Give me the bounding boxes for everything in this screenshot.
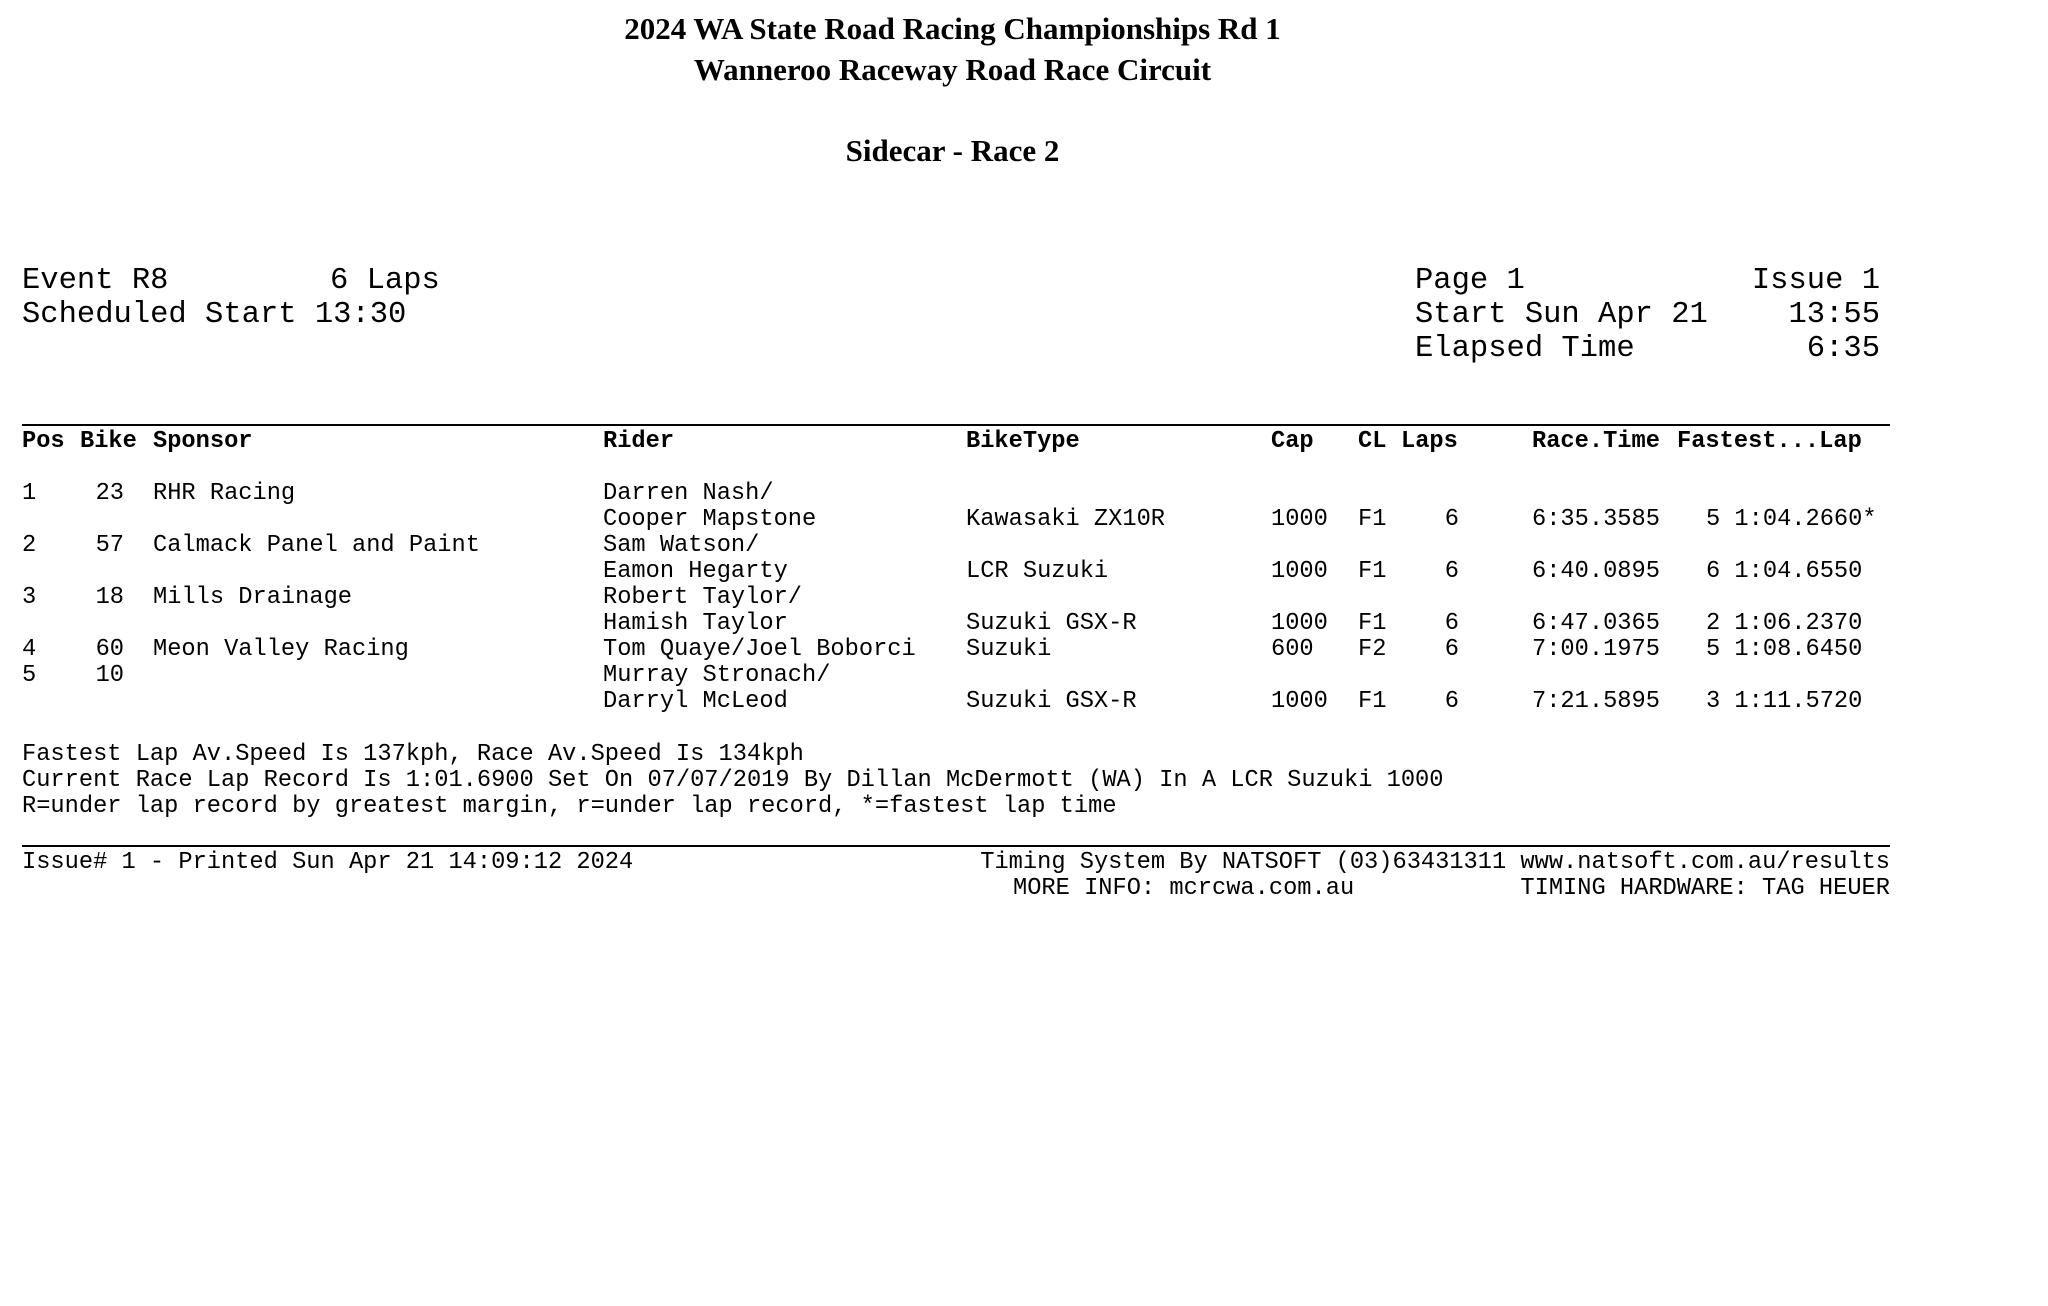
bike-cell: 10: [95, 662, 124, 689]
laps-cell: 6: [1444, 610, 1459, 637]
racetime-cell: 7:21.5895: [1532, 688, 1660, 715]
table-row: [0, 610, 2048, 637]
speed-note: Fastest Lap Av.Speed Is 137kph, Race Av.Speed Is 134kph: [22, 741, 804, 768]
elapsed-time: 6:35: [1806, 332, 1880, 366]
col-rider: Rider: [603, 428, 675, 455]
cap-cell: 1000: [1271, 610, 1328, 637]
table-row: [0, 558, 2048, 585]
timing-hardware: TIMING HARDWARE: TAG HEUER: [1520, 875, 1890, 902]
laps-cell: 6: [1444, 636, 1459, 663]
table-row: [0, 480, 2048, 507]
laps-cell: 6: [1444, 688, 1459, 715]
cap-cell: 1000: [1271, 688, 1328, 715]
fastest-cell: 6 1:04.6550: [1706, 558, 1877, 585]
table-header-row: [0, 428, 2048, 455]
pos-cell: 3: [22, 584, 37, 611]
sponsor-cell: RHR Racing: [153, 480, 296, 507]
table-row: [0, 532, 2048, 559]
issue-label: Issue 1: [1751, 264, 1880, 298]
bike-cell: 23: [95, 480, 124, 507]
cap-cell: 600: [1271, 636, 1314, 663]
sponsor-cell: Calmack Panel and Paint: [153, 532, 480, 559]
bike-cell: 57: [95, 532, 124, 559]
cap-cell: 1000: [1271, 558, 1328, 585]
championship-title: 2024 WA State Road Racing Championships Rd 1: [624, 11, 1281, 46]
page-label: Page 1: [1415, 264, 1525, 298]
scheduled-start: Scheduled Start 13:30: [22, 298, 407, 332]
biketype-cell: Suzuki GSX-R: [966, 688, 1137, 715]
bike-cell: 60: [95, 636, 124, 663]
rider-cell: Darren Nash/: [603, 480, 774, 507]
table-row: [0, 662, 2048, 689]
cl-cell: F1: [1358, 558, 1387, 585]
more-info: MORE INFO: mcrcwa.com.au: [1013, 875, 1355, 902]
rider-cell: Darryl McLeod: [603, 688, 788, 715]
event-label: Event R8: [22, 264, 169, 298]
fastest-cell: 5 1:04.2660*: [1706, 506, 1877, 533]
start-label: Start Sun Apr 21: [1415, 298, 1708, 332]
circuit-title: Wanneroo Raceway Road Race Circuit: [693, 52, 1212, 87]
legend-note: R=under lap record by greatest margin, r=under lap record, *=fastest lap time: [22, 793, 1117, 820]
table-row: [0, 506, 2048, 533]
rider-cell: Robert Taylor/: [603, 584, 803, 611]
biketype-cell: LCR Suzuki: [966, 558, 1109, 585]
fastest-cell: 5 1:08.6450: [1706, 636, 1877, 663]
rider-cell: Cooper Mapstone: [603, 506, 817, 533]
start-time: 13:55: [1788, 298, 1880, 332]
rider-cell: Sam Watson/: [603, 532, 760, 559]
laps-cell: 6: [1444, 558, 1459, 585]
racetime-cell: 6:35.3585: [1532, 506, 1660, 533]
col-pos: Pos: [22, 428, 65, 455]
biketype-cell: Suzuki GSX-R: [966, 610, 1137, 637]
laps-label: 6 Laps: [330, 264, 440, 298]
footer-rule: [22, 845, 1890, 847]
col-cap: Cap: [1271, 428, 1314, 455]
race-title: Sidecar - Race 2: [845, 133, 1060, 168]
printed-info: Issue# 1 - Printed Sun Apr 21 14:09:12 2024: [22, 849, 634, 876]
rider-cell: Murray Stronach/: [603, 662, 831, 689]
rider-cell: Hamish Taylor: [603, 610, 788, 637]
timing-system: Timing System By NATSOFT (03)63431311 www.natsoft.com.au/results: [980, 849, 1890, 876]
cl-cell: F1: [1358, 610, 1387, 637]
col-bike: Bike: [80, 428, 137, 455]
cl-cell: F1: [1358, 688, 1387, 715]
header-rule: [22, 424, 1890, 426]
table-row: [0, 688, 2048, 715]
bike-cell: 18: [95, 584, 124, 611]
cl-cell: F1: [1358, 506, 1387, 533]
racetime-cell: 6:40.0895: [1532, 558, 1660, 585]
racetime-cell: 6:47.0365: [1532, 610, 1660, 637]
rider-cell: Eamon Hegarty: [603, 558, 788, 585]
rider-cell: Tom Quaye/Joel Boborci: [603, 636, 916, 663]
fastest-cell: 3 1:11.5720: [1706, 688, 1877, 715]
lap-record-note: Current Race Lap Record Is 1:01.6900 Set On 07/07/2019 By Dillan McDermott (WA) In A LCR Suzuki 1000: [22, 767, 1444, 794]
pos-cell: 2: [22, 532, 37, 559]
racetime-cell: 7:00.1975: [1532, 636, 1660, 663]
col-cl: CL: [1358, 428, 1387, 455]
sponsor-cell: Meon Valley Racing: [153, 636, 409, 663]
biketype-cell: Kawasaki ZX10R: [966, 506, 1166, 533]
cl-cell: F2: [1358, 636, 1387, 663]
cap-cell: 1000: [1271, 506, 1328, 533]
elapsed-label: Elapsed Time: [1415, 332, 1635, 366]
biketype-cell: Suzuki: [966, 636, 1052, 663]
fastest-cell: 2 1:06.2370: [1706, 610, 1877, 637]
sponsor-cell: Mills Drainage: [153, 584, 353, 611]
col-fastest: Fastest...Lap: [1677, 428, 1862, 455]
col-biketype: BikeType: [966, 428, 1080, 455]
laps-cell: 6: [1444, 506, 1459, 533]
table-row: [0, 636, 2048, 663]
col-racetime: Race.Time: [1532, 428, 1660, 455]
pos-cell: 4: [22, 636, 37, 663]
pos-cell: 5: [22, 662, 37, 689]
table-row: [0, 584, 2048, 611]
col-sponsor: Sponsor: [153, 428, 253, 455]
col-laps: Laps: [1401, 428, 1458, 455]
pos-cell: 1: [22, 480, 37, 507]
